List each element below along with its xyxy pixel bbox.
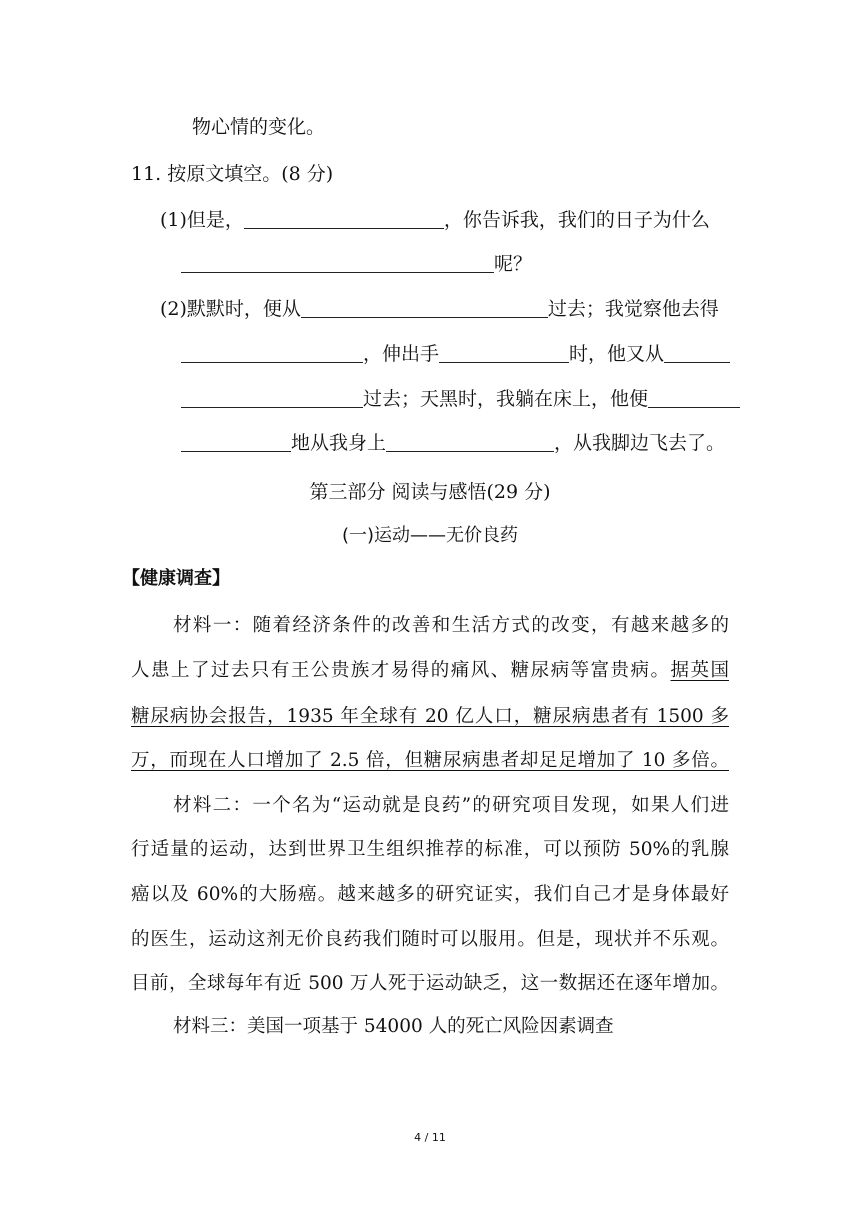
- fill-blank[interactable]: [181, 387, 363, 408]
- fill-blank[interactable]: [181, 252, 494, 273]
- fill-blank[interactable]: [439, 342, 569, 363]
- material2-line4: 的医生，运动这剂无价良药我们随时可以服用。但是，现状并不乐观。: [131, 929, 729, 950]
- material1-line4: 万，而现在人口增加了 2.5 倍，但糖尿病患者却足足增加了 10 多倍。: [131, 750, 729, 771]
- q11-p2-after2: ，伸出手: [363, 343, 440, 365]
- material2-line5: 目前，全球每年有近 500 万人死于运动缺乏，这一数据还在逐年增加。: [131, 973, 729, 994]
- q11-p2-after1: 过去；我觉察他去得: [547, 298, 719, 320]
- top-line: 物心情的变化。: [192, 116, 326, 138]
- fill-blank[interactable]: [181, 431, 291, 452]
- q11-part1-line1: [160, 208, 710, 232]
- q11-part1-line2: [181, 252, 532, 276]
- fill-blank[interactable]: [386, 431, 554, 452]
- page-number: 4 / 11: [414, 1131, 446, 1144]
- q11-part2-line2: [181, 342, 730, 366]
- fill-blank[interactable]: [664, 342, 730, 363]
- q11-p2-after6: ，从我脚边飞去了。: [554, 432, 726, 454]
- fill-blank[interactable]: [648, 387, 740, 408]
- material1-line2-underlined: 据英国: [670, 660, 729, 681]
- material2-line2: 行适量的运动，达到世界卫生组织推荐的标准，可以预防 50%的乳腺: [131, 839, 729, 860]
- section-subtitle: (一)运动——无价良药: [341, 525, 519, 546]
- q11-p1-prefix: (1)但是，: [160, 209, 244, 231]
- q11-p1-middle: ，你告诉我，我们的日子为什么: [443, 209, 710, 231]
- q11-p1-end: 呢？: [494, 253, 533, 275]
- q11-p2-after5: 地从我身上: [291, 432, 387, 454]
- section-title: 第三部分 阅读与感悟(29 分): [309, 481, 551, 503]
- fill-blank[interactable]: [301, 297, 548, 318]
- q11-p2-after4: 过去；天黑时，我躺在床上，他便: [363, 388, 649, 410]
- material1-line2-plain: 人患上了过去只有王公贵族才易得的痛风、糖尿病等富贵病。: [131, 660, 671, 681]
- material2-line1: 材料二：一个名为“运动就是良药”的研究项目发现，如果人们进: [173, 795, 729, 816]
- material1-line2: [131, 656, 729, 682]
- question-11-heading: 11. 按原文填空。(8 分): [131, 163, 334, 185]
- q11-p2-after3: 时，他又从: [569, 343, 665, 365]
- fill-blank[interactable]: [181, 342, 363, 363]
- material1-line1: 材料一：随着经济条件的改善和生活方式的改变，有越来越多的: [173, 615, 729, 636]
- material3-line1: 材料三：美国一项基于 54000 人的死亡风险因素调查: [173, 1016, 614, 1037]
- q11-part2-line4: [181, 431, 725, 455]
- material1-line3: 糖尿病协会报告，1935 年全球有 20 亿人口，糖尿病患者有 1500 多: [131, 706, 729, 727]
- fill-blank[interactable]: [244, 208, 444, 229]
- bracket-heading: 【健康调查】: [122, 568, 230, 589]
- q11-p2-prefix: (2)默默时，便从: [160, 298, 301, 320]
- material2-line3: 癌以及 60%的大肠癌。越来越多的研究证实，我们自己才是身体最好: [131, 884, 729, 905]
- q11-part2-line3: [181, 387, 740, 411]
- q11-part2-line1: [160, 297, 719, 321]
